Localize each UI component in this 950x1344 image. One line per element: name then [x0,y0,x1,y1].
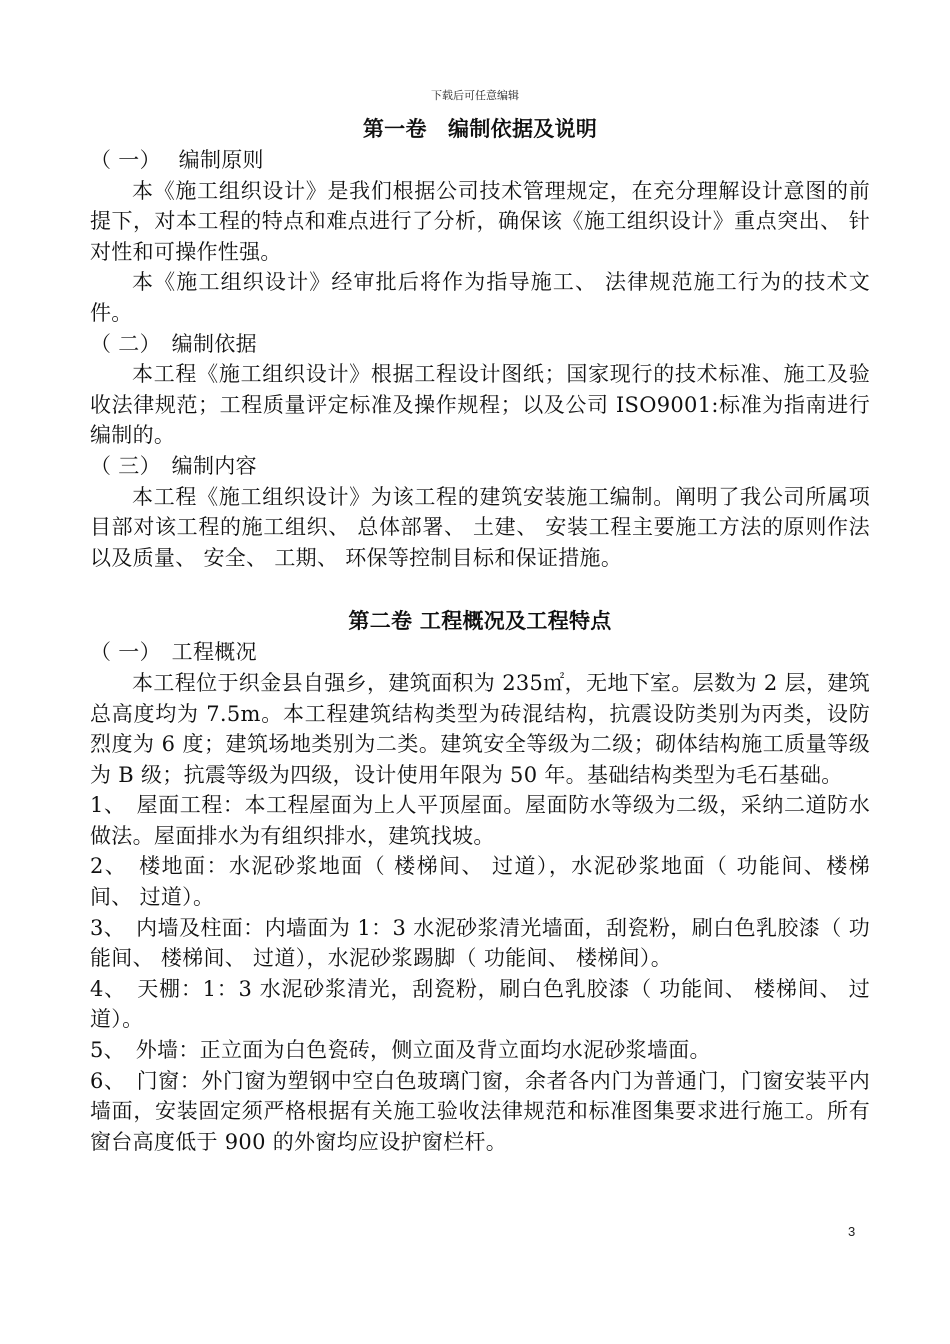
list-item: 5、 外墙：正立面为白色瓷砖，侧立面及背立面均水泥砂浆墙面。 [90,1038,711,1063]
list-item: 4、 天棚：1：3 水泥砂浆清光，刮瓷粉，刷白色乳胶漆（ 功能间、 楼梯间、 过道）。 [90,976,870,1032]
list-item: 2、 楼地面：水泥砂浆地面（ 楼梯间、 过道），水泥砂浆地面（ 功能间、楼梯间、 过道）。 [90,854,870,910]
paragraph: 本《施工组织设计》经审批后将作为指导施工、 法律规范施工行为的技术文件。 [90,270,870,325]
header-note: 下载后可任意编辑 [431,89,519,102]
paragraph: 本工程《施工组织设计》根据工程设计图纸；国家现行的技术标准、施工及验收法律规范；工程质量评定标准及操作规程；以及公司 ISO9001:标准为指南进行编制的。 [90,362,870,448]
document-body [90,113,870,1157]
paragraph: 本工程《施工组织设计》为该工程的建筑安装施工编制。阐明了我公司所属项目部对该工程的施工组织、 总体部署、 土建、 安装工程主要施工方法的原则作法以及质量、 安全、 工期、 环保等控制目标和保证措施。 [90,484,870,570]
section-heading: （ 二） 编制依据 [90,331,257,356]
paragraph: 本《施工组织设计》是我们根据公司技术管理规定，在充分理解设计意图的前提下，对本工程的特点和难点进行了分析，确保该《施工组织设计》重点突出、 针对性和可操作性强。 [90,178,870,264]
list-item: 1、 屋面工程：本工程屋面为上人平顶屋面。屋面防水等级为二级，采纳二道防水做法。屋面排水为有组织排水，建筑找坡。 [90,793,870,848]
list-item: 3、 内墙及柱面：内墙面为 1：3 水泥砂浆清光墙面，刮瓷粉，刷白色乳胶漆（ 功能间、 楼梯间、 过道），水泥砂浆踢脚（ 功能间、 楼梯间）。 [90,915,870,971]
volume-1-title: 第一卷 编制依据及说明 [362,117,598,141]
page-number: 3 [848,1224,856,1239]
list-item: 6、 门窗：外门窗为塑钢中空白色玻璃门窗，余者各内门为普通门，门窗安装平内墙面，安装固定须严格根据有关施工验收法律规范和标准图集要求进行施工。所有窗台高度低于 900 的外窗均应设护窗栏杆。 [90,1068,870,1154]
paragraph: 本工程位于织金县自强乡，建筑面积为 235㎡，无地下室。层数为 2 层，建筑总高度均为 7.5m。本工程建筑结构类型为砖混结构，抗震设防类别为丙类，设防烈度为 6 度；建筑场地类别为二类。建筑安全等级为二级；砌体结构施工质量等级 为 B 级；抗震等级为四级，设计使用年限为 50 年。基础结构类型为毛石基础。 [90,670,870,787]
volume-2-title: 第二卷 工程概况及工程特点 [348,609,612,634]
section-heading: （ 一） 编制原则 [90,148,264,172]
section-heading: （ 三） 编制内容 [90,453,257,478]
section-heading: （ 一） 工程概况 [90,640,257,665]
